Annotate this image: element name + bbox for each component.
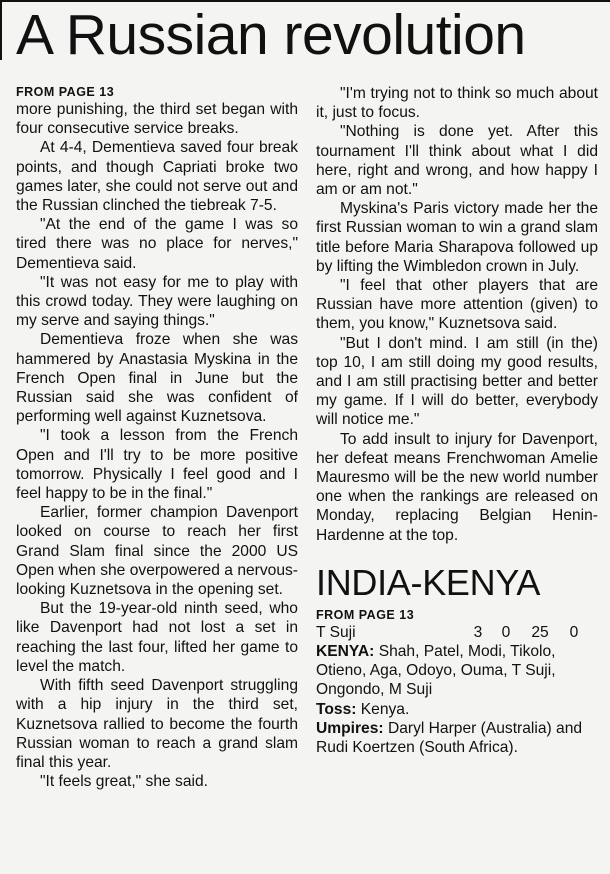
paragraph: "I'm trying not to think so much about it, just to focus. (316, 85, 598, 122)
left-column (16, 84, 298, 791)
kenya-label: KENYA: (316, 643, 379, 661)
paragraph: With fifth seed Davenport struggling with a hip injury in the third set, Kuznetsova rallied to become the fourth Russian woman to reach a grand slam final this year. (16, 677, 298, 771)
left-rule (0, 0, 2, 60)
subhead: INDIA-KENYA (316, 561, 541, 603)
overs-value: 3 (473, 623, 483, 641)
paragraph: "It was not easy for me to play with this crowd today. They were laughing on my serve and saying things." (16, 273, 298, 330)
kenya-lineup (316, 642, 598, 700)
bowling-score-row (316, 623, 598, 642)
paragraph: "At the end of the game I was so tired there was no place for nerves," Dementieva said. (16, 216, 298, 272)
wickets-value: 0 (569, 623, 579, 641)
kenya-players: Shah, Patel, Modi, Tikolo, Otieno, Aga, Odoyo, Ouma, T Suji, Ongondo, M Suji (316, 643, 556, 699)
paragraph: "I took a lesson from the French Open and I'll try to be more positive tomorrow. Physically I feel good and I feel happy to be in the final." (16, 427, 298, 503)
paragraph: "But I don't mind. I am still (in the) top 10, I am still doing my good results, and I am still practising better and better my game. If I will do better, everybody will notice me." (316, 334, 598, 429)
toss-value: Kenya. (360, 700, 410, 718)
toss-label: Toss: (316, 700, 361, 718)
from-page-label: FROM PAGE 13 (316, 607, 415, 622)
paragraph: To add insult to injury for Davenport, her defeat means Frenchwoman Amelie Mauresmo will be the new world number one when the rankings are released on Monday, replacing Belgian Henin-Hardenne at the top. (316, 430, 598, 544)
maidens-value: 0 (501, 623, 511, 641)
from-page-label: FROM PAGE 13 (16, 85, 115, 99)
runs-value: 25 (531, 623, 549, 641)
paragraph: "It feels great," she said. (40, 773, 208, 791)
paragraph: But the 19-year-old ninth seed, who like Davenport had not lost a set in reaching the last four, lifted her game to level the match. (16, 600, 298, 675)
paragraph: At 4-4, Dementieva saved four break points, and though Capriati broke two games later, she could not serve out and the Russian clinched the tiebreak 7-5. (16, 139, 298, 215)
umpires-label: Umpires: (316, 719, 388, 737)
umpires-line (316, 719, 598, 757)
right-column (316, 84, 598, 757)
paragraph: more punishing, the third set began with four consecutive service breaks. (16, 101, 298, 138)
paragraph: "Nothing is done yet. After this tournament I'll think about what I did here, right and wrong, and how happy I am or am not." (316, 123, 598, 199)
bowler-name: T Suji (316, 623, 356, 641)
paragraph: Dementieva froze when she was hammered by Anastasia Myskina in the French Open final in June but the Russian said she was confident of performing well against Kuznetsova. (16, 331, 298, 426)
paragraph: Earlier, former champion Davenport looked on course to reach her first Grand Slam final since the 2000 US Open when she overpowered a nervous-looking Kuznetsova in the opening set. (16, 504, 298, 599)
toss-line (316, 700, 598, 719)
headline: A Russian revolution (16, 3, 526, 67)
umpires-names: Daryl Harper (Australia) and Rudi Koertzen (South Africa). (316, 719, 583, 757)
paragraph: Myskina's Paris victory made her the first Russian woman to win a grand slam title before Maria Sharapova followed up by lifting the Wimbledon crown in July. (316, 200, 598, 275)
paragraph: "I feel that other players that are Russian have more attention (given) to them, you know," Kuznetsova said. (316, 277, 598, 333)
